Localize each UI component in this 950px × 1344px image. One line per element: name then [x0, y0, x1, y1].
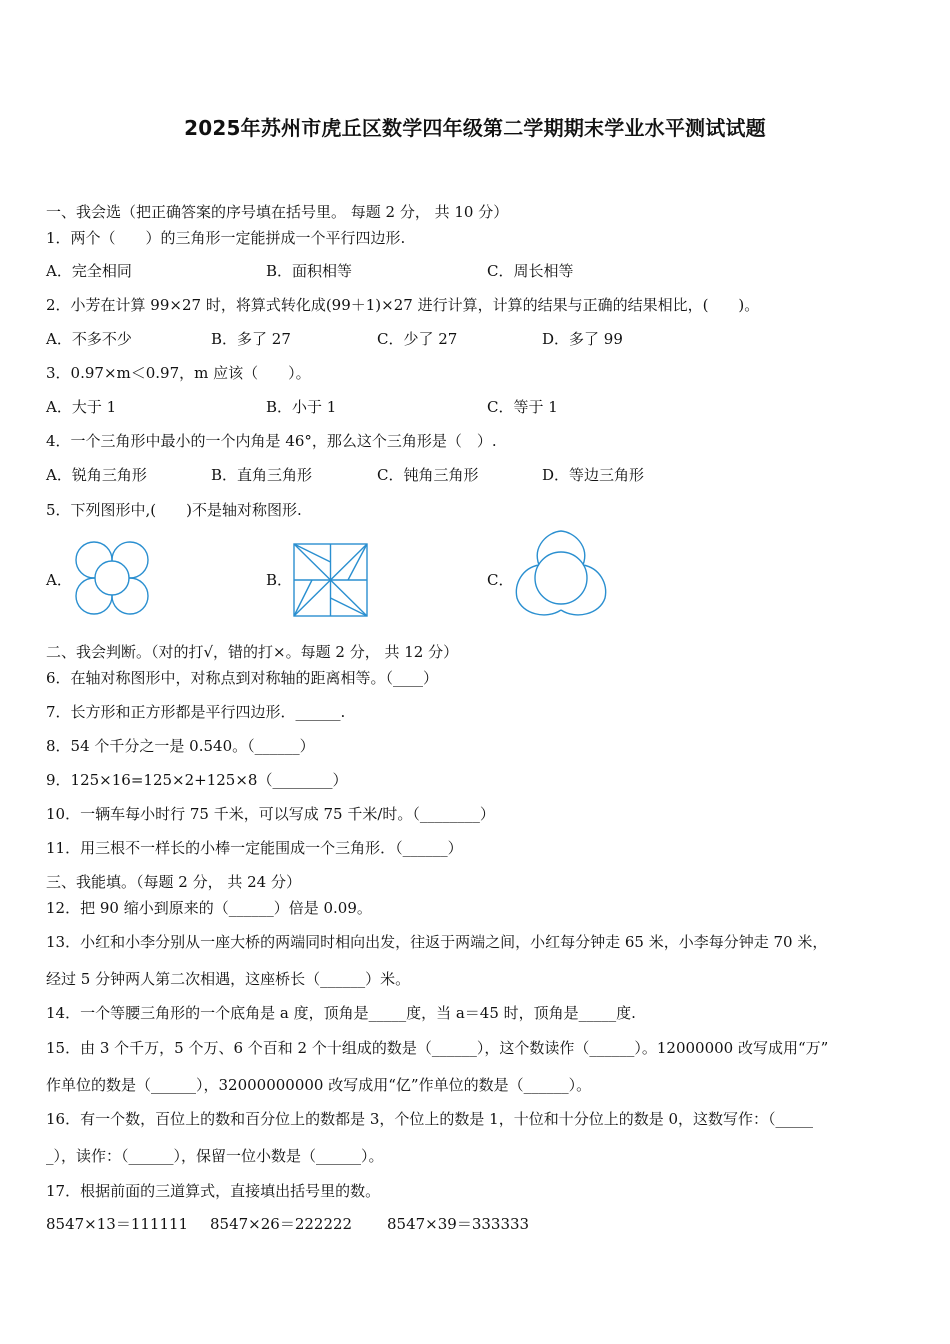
- section-2-header: 二、我会判断。（对的打√，错的打×。每题 2 分， 共 12 分）: [46, 643, 459, 661]
- question-2: 2．小芳在计算 99×27 时，将算式转化成(99＋1)×27 进行计算，计算的结果与正确的结果相比，( )。: [46, 296, 760, 314]
- q5-option-a[interactable]: A．: [46, 571, 72, 589]
- question-13-line-1: 13．小红和小李分别从一座大桥的两端同时相向出发，往返于两端之间，小红每分钟走 65 米，小李每分钟走 70 米，: [46, 933, 828, 951]
- question-6: 6．在轴对称图形中，对称点到对称轴的距离相等。（____）: [46, 669, 439, 687]
- q3-option-c[interactable]: C．等于 1: [487, 398, 558, 416]
- q2-option-b[interactable]: B．多了 27: [211, 330, 291, 348]
- q1-option-c[interactable]: C．周长相等: [487, 262, 574, 280]
- question-7: 7．长方形和正方形都是平行四边形．______.: [46, 703, 346, 721]
- q2-option-d[interactable]: D．多了 99: [542, 330, 623, 348]
- q3-option-b[interactable]: B．小于 1: [266, 398, 337, 416]
- section-1-header: 一、我会选（把正确答案的序号填在括号里。 每题 2 分， 共 10 分）: [46, 203, 509, 221]
- question-14: 14．一个等腰三角形的一个底角是 a 度，顶角是_____度，当 a＝45 时，顶角是_____度.: [46, 1004, 636, 1022]
- page-title: 2025年苏州市虎丘区数学四年级第二学期期末学业水平测试试题: [184, 116, 766, 140]
- equation-2: 8547×26＝222222: [210, 1215, 353, 1233]
- question-3: 3．0.97×m＜0.97，m 应该（ ）。: [46, 364, 311, 382]
- q1-option-b[interactable]: B．面积相等: [266, 262, 353, 280]
- q4-option-c[interactable]: C．钝角三角形: [377, 466, 479, 484]
- q5-option-c[interactable]: C．: [487, 571, 514, 589]
- question-11: 11．用三根不一样长的小棒一定能围成一个三角形．（______）: [46, 839, 463, 857]
- question-5: 5．下列图形中,( )不是轴对称图形.: [46, 501, 302, 519]
- equation-3: 8547×39＝333333: [387, 1215, 530, 1233]
- question-9: 9．125×16=125×2+125×8（________）: [46, 771, 348, 789]
- q1-option-a[interactable]: A．完全相同: [46, 262, 132, 280]
- q2-option-c[interactable]: C．少了 27: [377, 330, 458, 348]
- pinwheel-figure: [292, 542, 370, 618]
- q3-option-a[interactable]: A．大于 1: [46, 398, 117, 416]
- q2-option-a[interactable]: A．不多不少: [46, 330, 132, 348]
- question-16-line-1: 16．有一个数，百位上的数和百分位上的数都是 3，个位上的数是 1，十位和十分位上的数是 0，这数写作：（_____: [46, 1110, 814, 1128]
- q4-option-b[interactable]: B．直角三角形: [211, 466, 313, 484]
- question-15-line-2: 作单位的数是（______），32000000000 改写成用“亿”作单位的数是（______）。: [46, 1076, 592, 1094]
- trefoil-circle-figure: [512, 528, 610, 620]
- question-4: 4．一个三角形中最小的一个内角是 46°，那么这个三角形是（ ）.: [46, 432, 497, 450]
- question-15-line-1: 15．由 3 个千万，5 个万、6 个百和 2 个十组成的数是（______），这个数读作（______）。12000000 改写成用“万”: [46, 1039, 829, 1057]
- question-16-line-2: _），读作：（______），保留一位小数是（______）。: [46, 1147, 384, 1165]
- q5-option-b[interactable]: B．: [266, 571, 293, 589]
- four-petal-flower-figure: [70, 538, 154, 620]
- question-10: 10．一辆车每小时行 75 千米，可以写成 75 千米/时。（________）: [46, 805, 495, 823]
- q4-option-d[interactable]: D．等边三角形: [542, 466, 645, 484]
- question-13-line-2: 经过 5 分钟两人第二次相遇，这座桥长（______）米。: [46, 970, 411, 988]
- q4-option-a[interactable]: A．锐角三角形: [46, 466, 147, 484]
- equation-1: 8547×13＝111111: [46, 1215, 189, 1233]
- question-12: 12．把 90 缩小到原来的（______）倍是 0.09。: [46, 899, 372, 917]
- question-8: 8．54 个千分之一是 0.540。（______）: [46, 737, 315, 755]
- section-3-header: 三、我能填。（每题 2 分， 共 24 分）: [46, 873, 301, 891]
- question-17: 17．根据前面的三道算式，直接填出括号里的数。: [46, 1182, 381, 1200]
- question-1: 1．两个（ ）的三角形一定能拼成一个平行四边形.: [46, 229, 406, 247]
